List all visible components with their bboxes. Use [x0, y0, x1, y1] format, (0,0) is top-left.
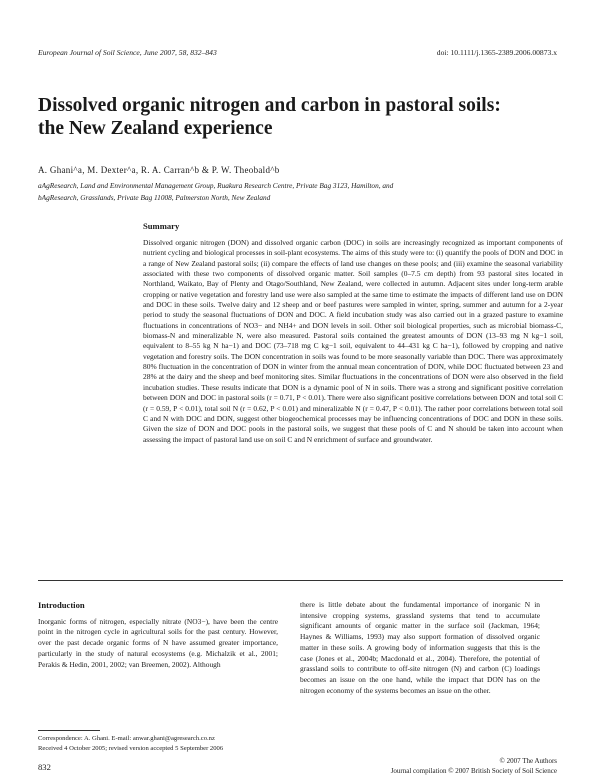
- footnote-rule: [38, 730, 100, 731]
- left-column: [38, 600, 278, 670]
- page-number: 832: [38, 762, 51, 772]
- introduction-left-text: Inorganic forms of nitrogen, especially nitrate (NO3−), have been the centre point in the nitrogen cycle in agricultural soils for the past century. However, over the past decade organic forms of N have assumed greater importance, particularly in the study of natural ecosystems (e.g. Michalzik et al., 2001; Perakis & Hedin, 2001, 2002; van Breemen, 2002). Although: [38, 616, 278, 669]
- copyright-authors: © 2007 The Authors: [499, 757, 557, 765]
- section-divider: [38, 580, 563, 581]
- introduction-heading: Introduction: [38, 600, 85, 610]
- summary-section: [143, 221, 563, 445]
- right-column: [300, 600, 540, 696]
- correspondence: Correspondence: A. Ghani. E-mail: anwar.ghani@agresearch.co.nz: [38, 735, 215, 742]
- footnote: [38, 734, 223, 753]
- affiliation-b: bAgResearch, Grasslands, Private Bag 11008, Palmerston North, New Zealand: [38, 193, 271, 202]
- doi: doi: 10.1111/j.1365-2389.2006.00873.x: [436, 48, 557, 57]
- journal-citation: European Journal of Soil Science, June 2007, 58, 832–843: [38, 48, 217, 57]
- article-title: [38, 94, 563, 140]
- title-line-1: Dissolved organic nitrogen and carbon in pastoral soils:: [38, 95, 501, 116]
- summary-text: Dissolved organic nitrogen (DON) and dissolved organic carbon (DOC) in soils are increasingly recognized as important components of nutrient cycling and biological processes in soil-plant ecosystems. The aims of this study were to: (i) quantify the pools of DON and DOC in a range of New Zealand pastoral soils; (ii) compare the effects of land use changes on these pools; and (iii) examine the seasonal variability associated with these two components of dissolved organic matter. Soil samples (0–7.5 cm depth) from 93 pastoral sites located in Northland, Waikato, Bay of Plenty and Otago/Southland, New Zealand, were collected in autumn. Adjacent sites under long-term arable cropping or native vegetation and forestry land use were also sampled at the same time to estimate the impacts of different land use on DON and DOC in these soils. Twelve dairy and 12 sheep and or beef pastures were sampled in winter, spring, summer and autumn for a 2-year period to study the seasonal fluctuations of DON and DOC. A field incubation study was also carried out in a grazed pasture to examine fluctuations in concentrations of NO3− and NH4+ and DON levels in soil. Other soil biological properties, such as microbial biomass-C, biomass-N and mineralizable N, were also measured. Pastoral soils contained the greatest amounts of DON (13–93 mg N kg−1 soil, equivalent to 8–55 kg N ha−1) and DOC (73–718 mg C kg−1 soil, equivalent to 44–431 kg C ha−1), followed by cropping and native vegetation and forestry soils. The DON concentration in soils was found to be more seasonally variable than DOC. There was approximately 80% fluctuation in the concentration of DON in winter from the annual mean concentration of DON, while DOC fluctuated between 23 and 28% at the dairy and the sheep and beef monitoring sites. Similar fluctuations in the concentrations of DON were also observed in the field incubation studies. These results indicate that DON is a dynamic pool of N in soils. There was a strong and significant positive correlation between DON and DOC in pastoral soils (r = 0.71, P < 0.01). There were also significant positive correlations between DON and total soil C (r = 0.59, P < 0.01), total soil N (r = 0.62, P < 0.01) and mineralizable N (r = 0.47, P < 0.01). The rather poor correlations between total soil C and N with DOC and DON, suggest other biogeochemical processes may be influencing concentrations of DOC and DON in these soils. Given the size of DON and DOC pools in the pastoral soils, we suggest that these pools of C and N should be taken into account when assessing the impact of pastoral land use on soil C and N enrichment of surface and groundwater.: [143, 238, 563, 444]
- affiliation-a: aAgResearch, Land and Environmental Management Group, Ruakura Research Centre, Private Bag 3123, Hamilton, and: [38, 181, 394, 190]
- author-list: A. Ghani^a, M. Dexter^a, R. A. Carran^b & P. W. Theobald^b: [38, 165, 280, 175]
- received-dates: Received 4 October 2005; revised version accepted 5 September 2006: [38, 744, 224, 752]
- summary-heading: Summary: [143, 221, 180, 231]
- introduction-right-text: there is little debate about the fundamental importance of inorganic N in intensive cropping systems, grassland systems that tend to accumulate significant amounts of organic matter in the surface soil (Jackman, 1964; Haynes & Williams, 1993) may also support formation of dissolved organic matter in these soils. A growing body of information suggests that this is the case (Jones et al., 2004b; Macdonald et al., 2004). Therefore, the potential of grassland soils to contribute to off-site nitrogen (N) and carbon (C) loadings becomes an issue on the one hand, while the impact that DON has on the nitrogen economy of the systems becomes an issue on the other.: [300, 600, 540, 695]
- copyright-journal: Journal compilation © 2007 British Society of Soil Science: [390, 767, 557, 775]
- title-line-2: the New Zealand experience: [38, 118, 273, 139]
